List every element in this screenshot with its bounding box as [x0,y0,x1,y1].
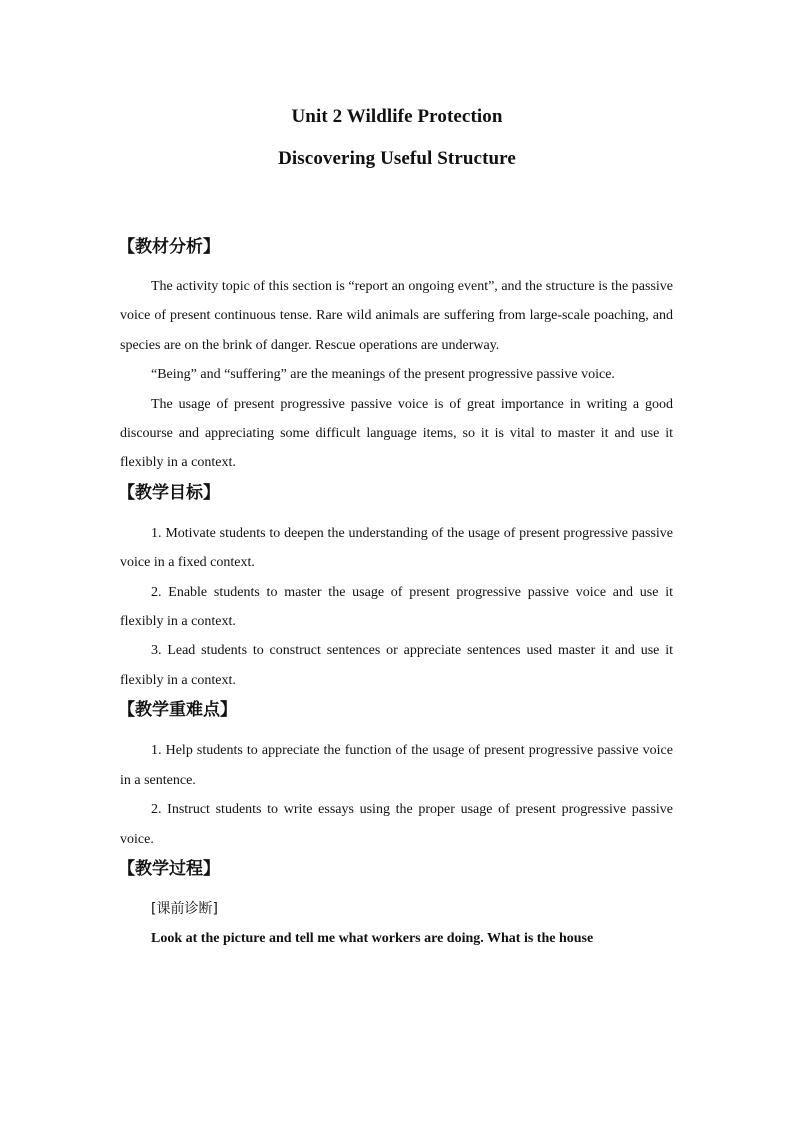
process-prompt-line: Look at the picture and tell me what workers are doing. What is the house [151,930,594,946]
section-heading-process: 【教学过程】 [118,858,220,879]
objective-item: 2. Enable students to master the usage of present progressive passive voice and use it flexibly in a context. [120,584,673,630]
document-title: Unit 2 Wildlife Protection [291,106,503,127]
document-subtitle: Discovering Useful Structure [278,148,516,169]
key-point-item: 1. Help students to appreciate the function of the usage of present progressive passive voice in a sentence. [120,743,673,788]
process-sub-label: [课前诊断] [151,900,218,917]
section-heading-objectives: 【教学目标】 [118,482,220,503]
analysis-paragraph: The usage of present progressive passive voice is of great importance in writing a good discourse and appreciating some difficult language items, so it is vital to master it and use it flexibly in a context. [120,396,673,471]
objective-item: 1. Motivate students to deepen the understanding of the usage of present progressive passive voice in a fixed context. [120,525,673,571]
section-heading-analysis: 【教材分析】 [118,237,220,257]
analysis-paragraph: “Being” and “suffering” are the meanings of the present progressive passive voice. [151,367,615,383]
objective-item: 3. Lead students to construct sentences or appreciate sentences used master it and use it flexibly in a context. [120,643,673,688]
analysis-paragraph: The activity topic of this section is “report an ongoing event”, and the structure is the passive voice of present continuous tense. Rare wild animals are suffering from large-scale poaching, and species are on the brink of danger. Rescue operations are underway. [120,279,673,353]
section-heading-key-points: 【教学重难点】 [118,700,237,721]
document-body [120,232,673,953]
key-point-item: 2. Instruct students to write essays using the proper usage of present progressive passive voice. [120,802,673,847]
